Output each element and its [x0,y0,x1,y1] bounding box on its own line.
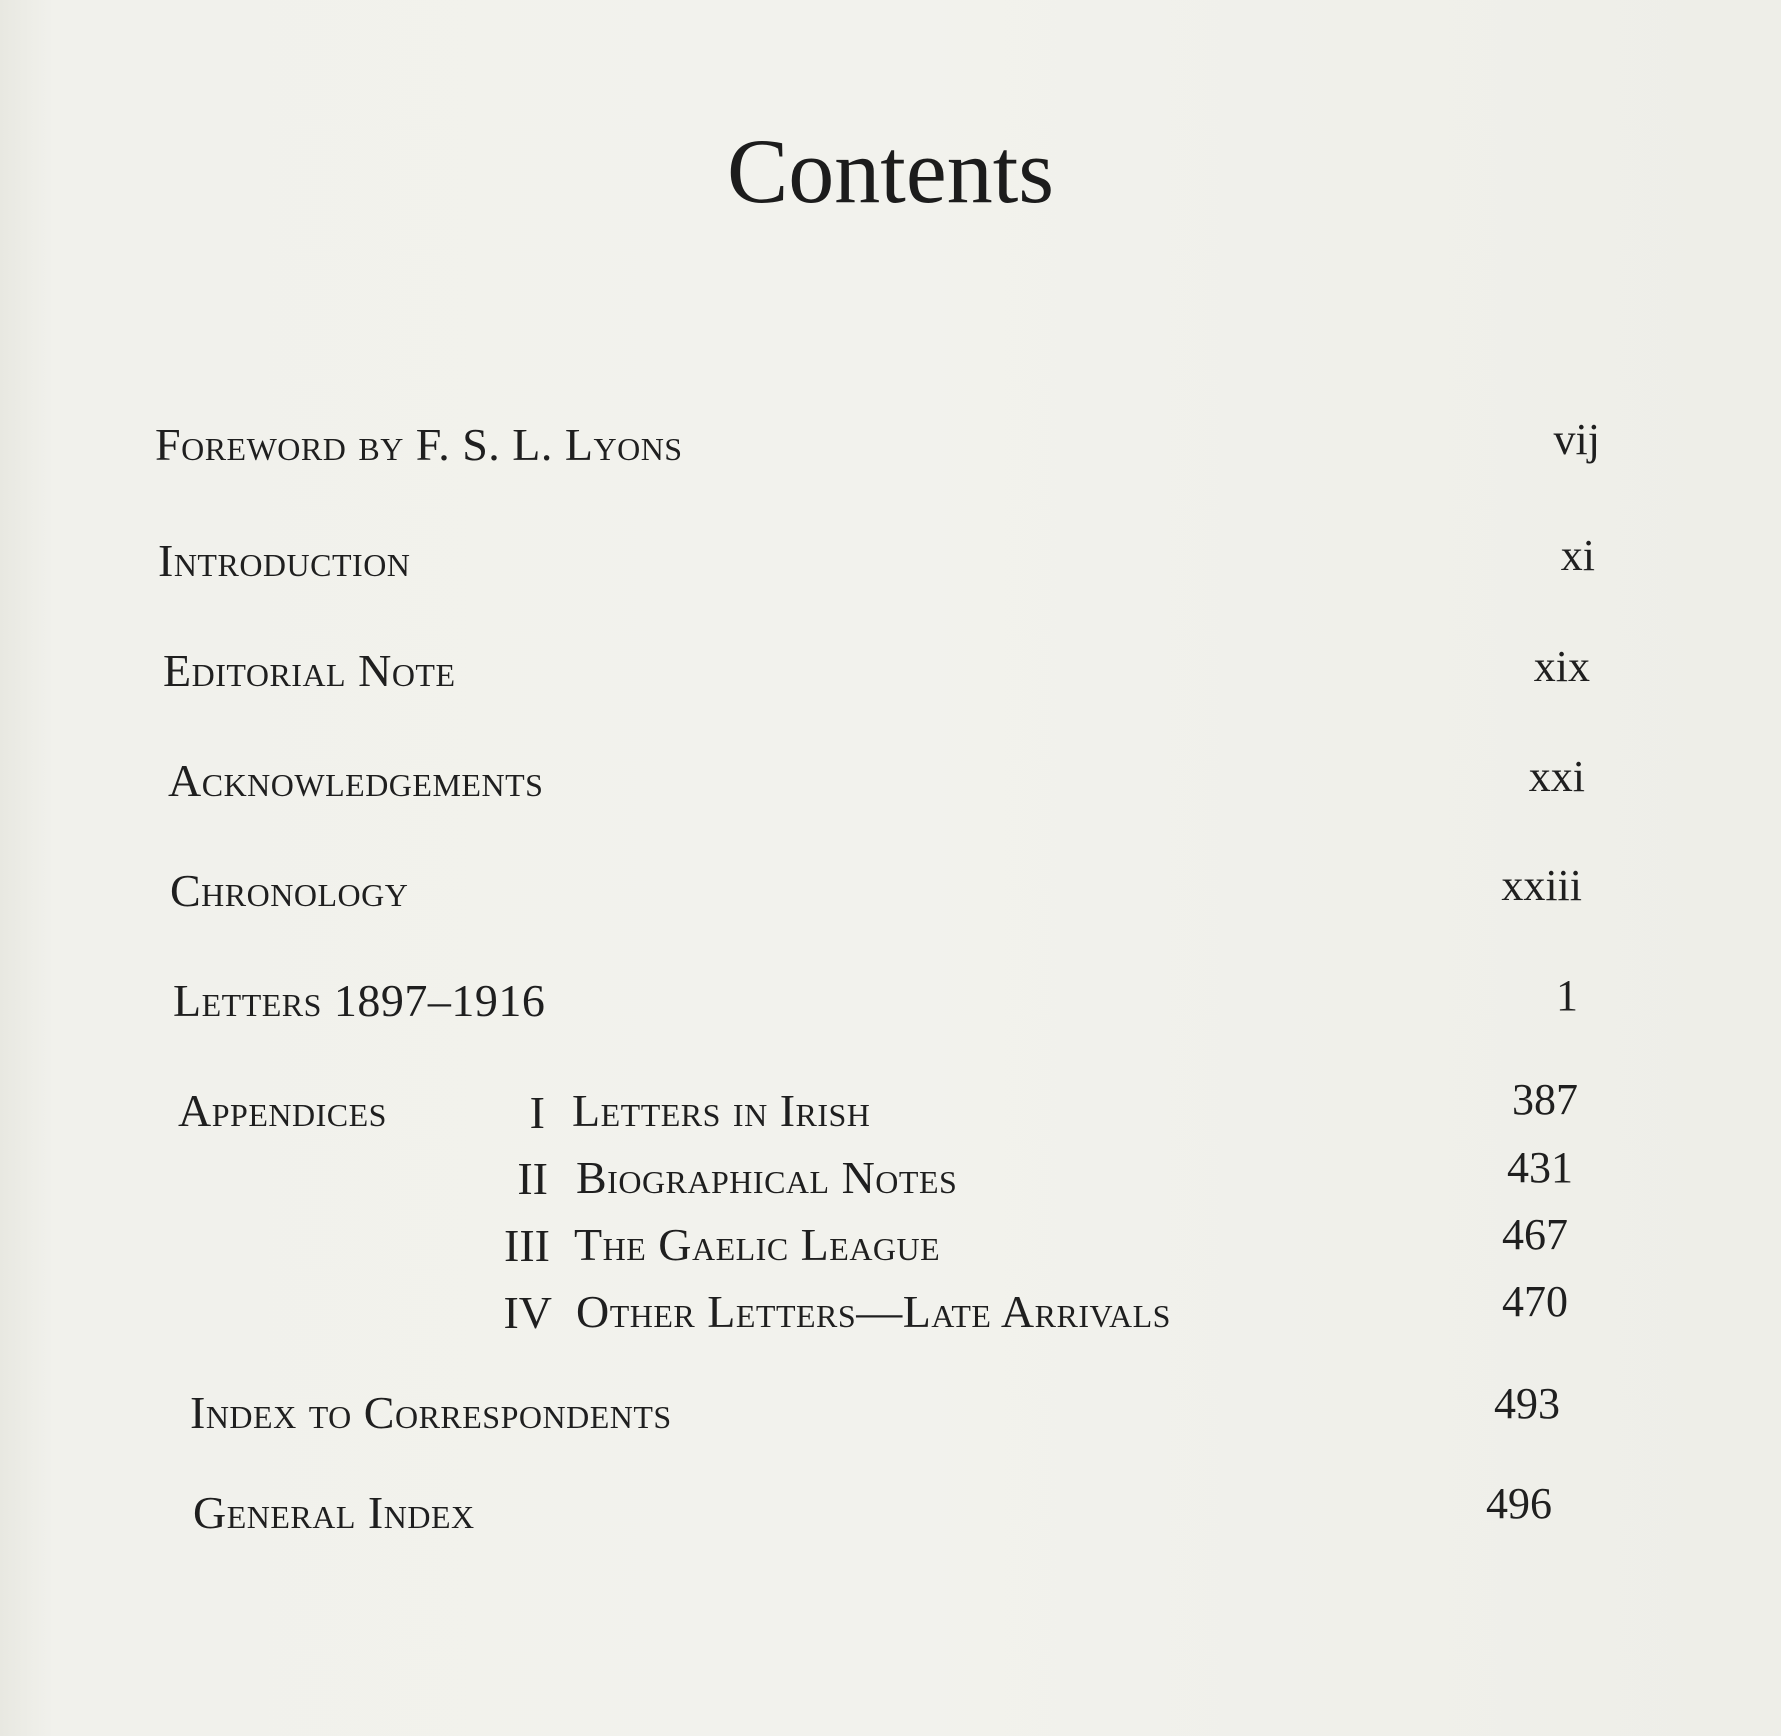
appendix-page-letters-in-irish: 387 [1512,1075,1578,1124]
toc-page-foreword: vij [1553,415,1600,464]
toc-page-chronology: xxiii [1501,861,1582,910]
toc-entry-introduction: Introduction [158,535,411,586]
page-title: Contents [726,120,1055,222]
appendix-entry-biographical-notes: Biographical Notes [576,1152,958,1203]
appendix-page-biographical-notes: 431 [1507,1143,1573,1192]
toc-entry-general-index: General Index [193,1487,475,1538]
toc-page-acknowledgements: xxi [1528,752,1585,801]
appendix-entry-gaelic-league: The Gaelic League [574,1219,941,1270]
appendix-numeral-ii: II [517,1153,548,1204]
appendix-numeral-iii: III [504,1220,550,1271]
toc-page-index-correspondents: 493 [1494,1379,1560,1428]
toc-entry-acknowledgements: Acknowledgements [168,755,544,806]
appendix-page-gaelic-league: 467 [1502,1210,1568,1259]
toc-entry-editorial-note: Editorial Note [163,645,456,696]
toc-page-editorial-note: xix [1533,642,1590,691]
toc-entry-appendices: Appendices [178,1085,387,1136]
toc-entry-chronology: Chronology [170,865,409,916]
appendix-entry-letters-in-irish: Letters in Irish [572,1085,871,1136]
toc-page-introduction: xi [1560,531,1595,580]
appendix-entry-other-letters: Other Letters—Late Arrivals [576,1286,1171,1337]
appendix-page-other-letters: 470 [1502,1277,1568,1326]
toc-entry-foreword: Foreword by F. S. L. Lyons [155,419,683,470]
appendix-numeral-iv: IV [503,1287,552,1338]
toc-page-general-index: 496 [1486,1479,1552,1528]
toc-entry-letters: Letters 1897–1916 [173,975,546,1026]
toc-page-letters: 1 [1556,971,1578,1020]
toc-entry-index-correspondents: Index to Correspondents [190,1387,672,1438]
appendix-numeral-i: I [529,1087,545,1138]
